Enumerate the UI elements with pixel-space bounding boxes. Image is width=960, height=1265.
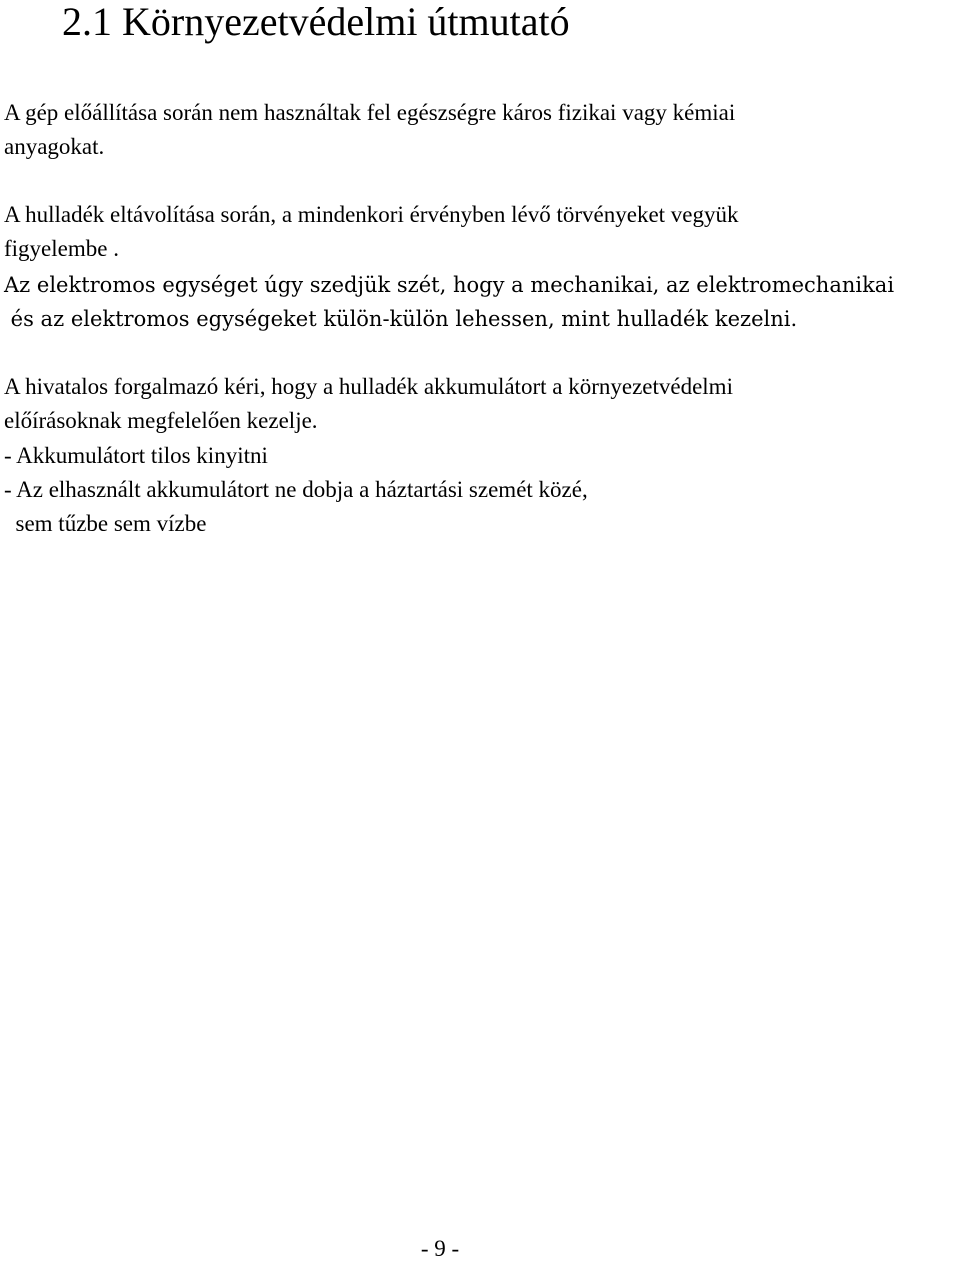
paragraph-line: és az elektromos egységeket külön-külön lehessen, mint hulladék kezelni.	[4, 307, 798, 331]
page-title: 2.1 Környezetvédelmi útmutató	[62, 0, 570, 44]
paragraph-line: figyelembe .	[4, 236, 119, 261]
list-item-continuation: sem tűzbe sem vízbe	[4, 511, 207, 536]
paragraph-line: A hulladék eltávolítása során, a mindenkori érvényben lévő törvényeket vegyük	[4, 202, 739, 227]
paragraph-line: előírásoknak megfelelően kezelje.	[4, 408, 318, 433]
page-number: - 9 -	[420, 1236, 460, 1261]
paragraph-line: A hivatalos forgalmazó kéri, hogy a hulladék akkumulátort a környezetvédelmi	[4, 374, 733, 399]
list-item: - Akkumulátort tilos kinyitni	[4, 443, 268, 468]
paragraph-line: anyagokat.	[4, 134, 105, 159]
paragraph-line: A gép előállítása során nem használtak fel egészségre káros fizikai vagy kémiai	[4, 100, 736, 125]
list-item: - Az elhasznált akkumulátort ne dobja a háztartási szemét közé,	[4, 477, 588, 502]
paragraph-line: Az elektromos egységet úgy szedjük szét, hogy a mechanikai, az elektromechanikai	[4, 273, 895, 297]
